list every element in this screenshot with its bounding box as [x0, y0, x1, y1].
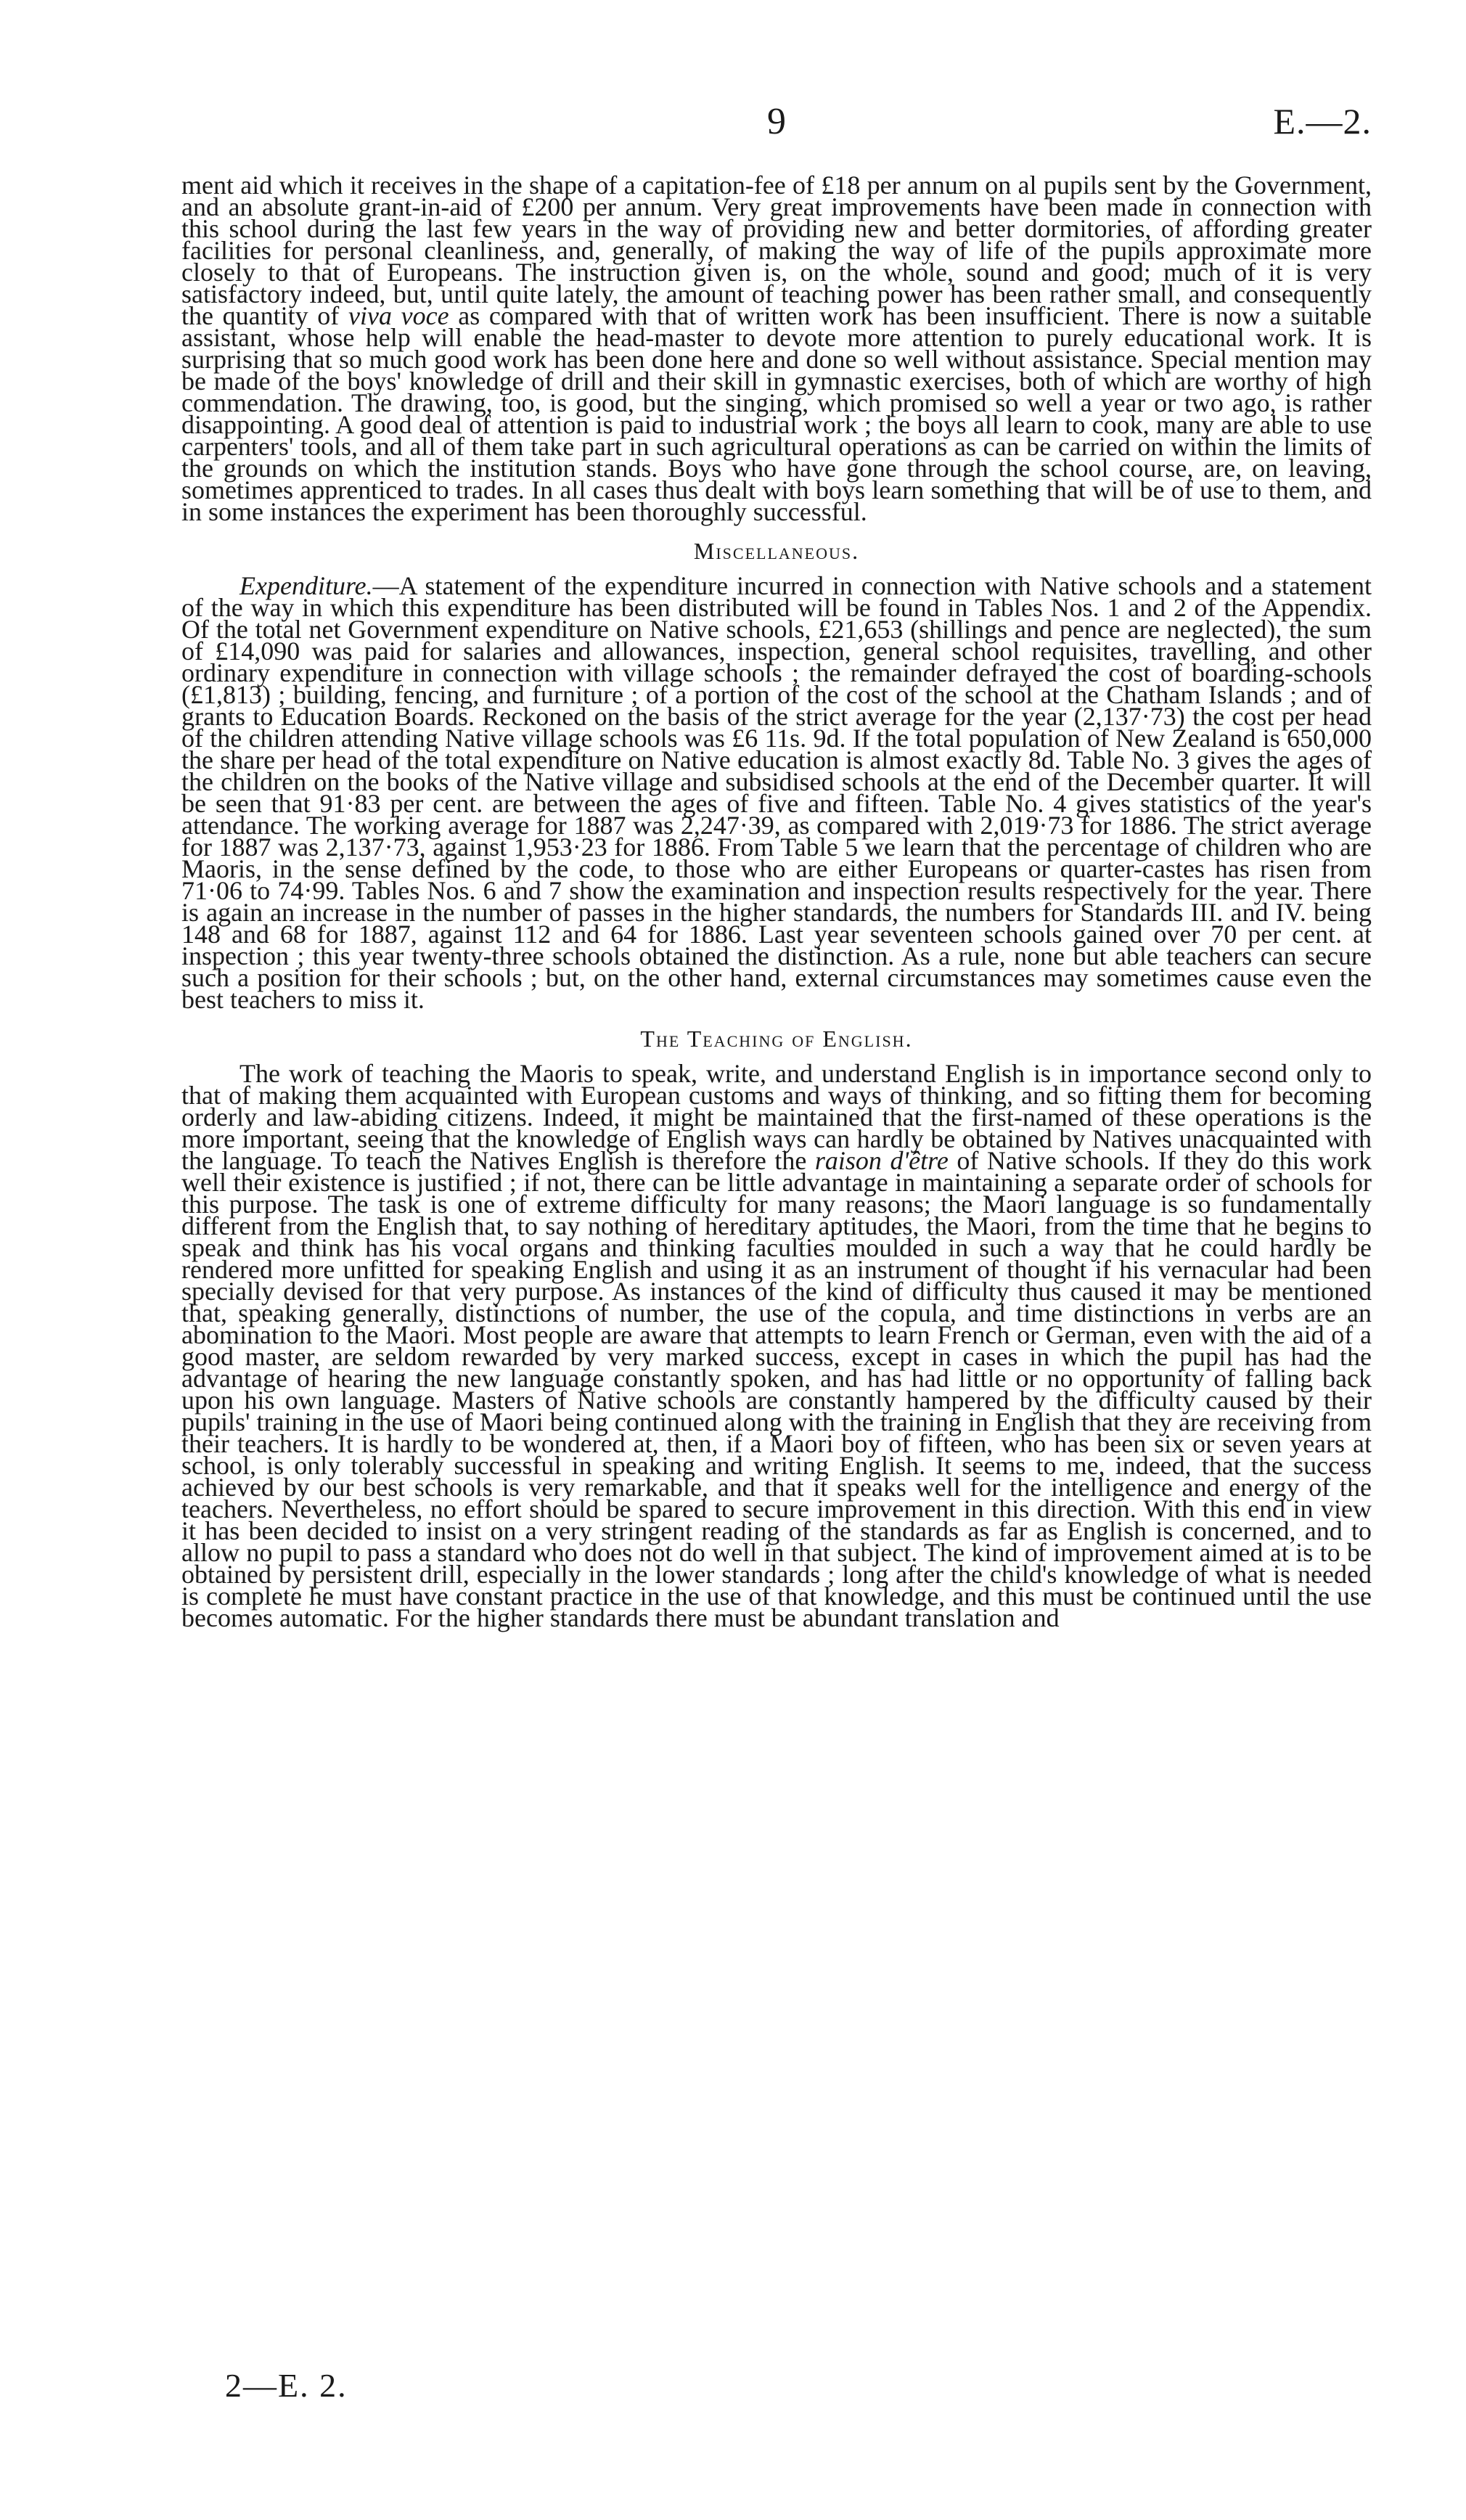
italic-phrase: viva voce — [348, 301, 449, 330]
paragraph-text: The work of teaching the Maoris to speak, write, and understand English is in importance second only to that of making them acquainted with European customs and ways of thinking, and so fitting them for becoming orderly and law-abiding citizens. Indeed, it might be maintained that the first-named of these operations is the more important, seeing that the knowledge of English ways can hardly be obtained by Natives unacquainted with the language. To teach the Natives English is therefore the — [181, 1059, 1372, 1175]
paragraph-text: —A statement of the expenditure incurred in connection with Native schools and a statement of the way in which this expenditure has been distributed will be found in Tables Nos. 1 and 2 of the Appendix. Of the total net Government expenditure on Native schools, £21,653 (shillings and pence are neglected), the sum of £14,090 was paid for salaries and allowances, inspection, general school requisites, travelling, and other ordinary expenditure in connection with village schools ; the remainder defrayed the cost of boarding-schools (£1,813) ; building, fencing, and furniture ; of a portion of the cost of the school at the Chatham Islands ; and of grants to Education Boards. Reckoned on the basis of the strict average for the year (2,137·73) the cost per head of the children attending Native village schools was £6 11s. 9d. If the total population of New Zealand is 650,000 the share per head of the total expenditure on Native education is almost exactly 8d. Table No. 3 gives the ages of the children on the books of the Native village and subsidised schools at the end of the December quarter. It will be seen that 91·83 per cent. are between the ages of five and fifteen. Table No. 4 gives statistics of the year's attendance. The working average for 1887 was 2,247·39, as compared with 2,019·73 for 1886. The strict average for 1887 was 2,137·73, against 1,953·23 for 1886. From Table 5 we learn that the percentage of children who are Maoris, in the sense defined by the code, to those who are either Europeans or quarter-castes has risen from 71·06 to 74·99. Tables Nos. 6 and 7 show the examination and inspection results respectively for the year. There is again an increase in the number of passes in the higher standards, the numbers for Standards III. and IV. being 148 and 68 for 1887, against 112 and 64 for 1886. Last year seventeen schools gained over 70 per cent. at inspection ; this year twenty-three schools obtained the distinction. As a rule, none but able teachers can secure such a position for their schools ; but, on the other hand, external circumstances may sometimes cause even the best teachers to miss it. — [181, 571, 1372, 1014]
italic-phrase: raison d'être — [814, 1146, 949, 1175]
page-header — [181, 100, 1372, 151]
paragraph-school-report — [181, 171, 1372, 526]
page-number: 9 — [767, 101, 786, 142]
section-heading-teaching-english: The Teaching of English. — [640, 1026, 913, 1052]
paragraph-text: ment aid which it receives in the shape of a capitation-fee of £18 per annum on al pupils sent by the Government, and an absolute grant-in-aid of £200 per annum. Very great improvements have been made in connection with this school during the last few years in the way of providing new and better dormitories, of affording greater facilities for personal cleanliness, and, generally, of making the way of life of the pupils approximate more closely to that of Europeans. The instruction given is, on the whole, sound and good; much of it is very satisfactory indeed, but, until quite lately, the amount of teaching power has been rather small, and consequently the quantity of — [181, 171, 1372, 330]
paragraph-teaching-english — [181, 1059, 1372, 1632]
printer-signature: 2—E. 2. — [225, 2367, 348, 2404]
section-heading-miscellaneous: Miscellaneous. — [693, 538, 860, 564]
body-text — [181, 171, 1372, 1632]
document-reference: E.—2. — [1273, 101, 1372, 142]
paragraph-expenditure — [181, 571, 1372, 1014]
paragraph-text: of Native schools. If they do this work well their existence is justified ; if not, there can be little advantage in maintaining a separate order of schools for this purpose. The task is one of extreme difficulty for many reasons; the Maori language is so fundamentally different from the English that, to say nothing of hereditary aptitudes, the Maori, from the time that he begins to speak and think has his vocal organs and thinking faculties moulded in such a way that he could hardly be rendered more unfitted for speaking English and using it as an instrument of thought if his vernacular had been specially devised for that very purpose. As instances of the kind of difficulty thus caused it may be mentioned that, speaking generally, distinctions of number, the use of the copula, and time distinctions in verbs are an abomination to the Maori. Most people are aware that attempts to learn French or German, even with the aid of a good master, are seldom rewarded by very marked success, except in cases in which the pupil has had the advantage of hearing the new language constantly spoken, and has had little or no opportunity of falling back upon his own language. Masters of Native schools are constantly hampered by the difficulty caused by their pupils' training in the use of Maori being continued along with the training in English that they are receiving from their teachers. It is hardly to be wondered at, then, if a Maori boy of fifteen, who has been six or seven years at school, is only tolerably successful in speaking and writing English. It seems to me, indeed, that the success achieved by our best schools is very remarkable, and that it speaks well for the intelligence and energy of the teachers. Nevertheless, no effort should be spared to secure improvement in this direction. With this end in view it has been decided to insist on a very stringent reading of the standards as far as English is concerned, and to allow no pupil to pass a standard who does not do well in that subject. The kind of improvement aimed at is to be obtained by persistent drill, especially in the lower standards ; long after the child's knowledge of what is needed is complete he must have constant practice in the use of that knowledge, and this must be continued until the use becomes automatic. For the higher standards there must be abundant translation and — [181, 1146, 1372, 1632]
paragraph-text: as compared with that of written work has been insufficient. There is now a suitable assistant, whose help will enable the head-master to devote more attention to purely educational work. It is surprising that so much good work has been done here and done so well without assistance. Special mention may be made of the boys' knowledge of drill and their skill in gymnastic exercises, both of which are worthy of high commendation. The drawing, too, is good, but the singing, which promised so well a year or two ago, is rather disappointing. A good deal of attention is paid to industrial work ; the boys all learn to cook, many are able to use carpenters' tools, and all of them take part in such agricultural operations as can be carried on within the limits of the grounds on which the institution stands. Boys who have gone through the school course, are, on leaving, sometimes apprenticed to trades. In all cases thus dealt with boys learn something that will be of use to them, and in some instances the experiment has been thoroughly successful. — [181, 301, 1372, 526]
paragraph-lead-in: Expenditure. — [239, 571, 373, 600]
